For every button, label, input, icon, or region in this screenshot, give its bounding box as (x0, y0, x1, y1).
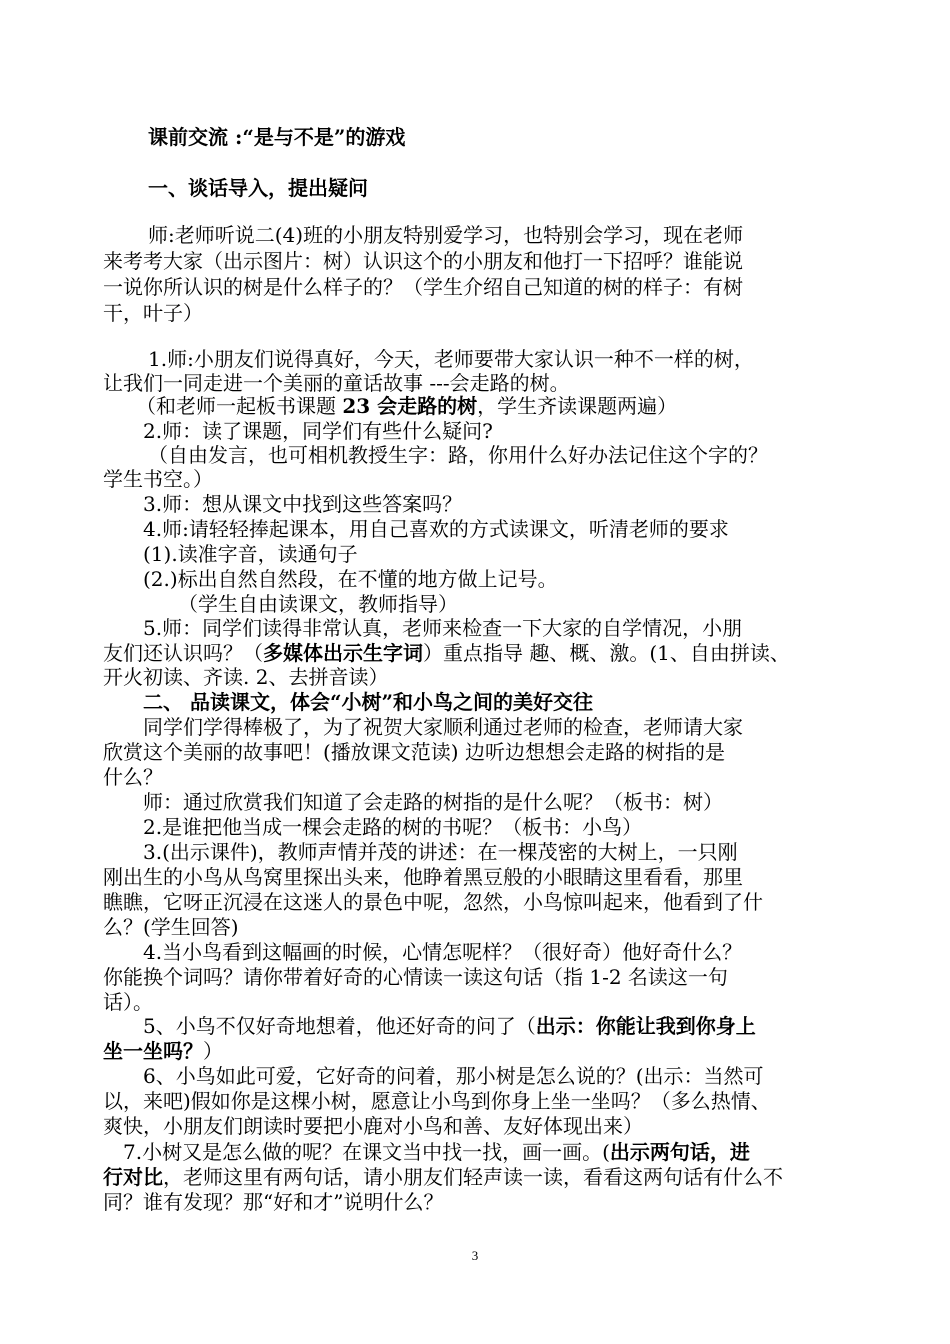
paragraph-line: 师：通过欣赏我们知道了会走路的树指的是什么呢？（板书：树） (143, 790, 723, 814)
paragraph-line: 以，来吧)假如你是这棵小树，愿意让小鸟到你身上坐一坐吗？（多么热情、 (103, 1089, 771, 1113)
paragraph-line: 坐一坐吗？） (103, 1039, 223, 1063)
paragraph-line: 7.小树又是怎么做的呢？在课文当中找一找，画一画。(出示两句话，进 (123, 1140, 750, 1164)
paragraph-line: 你能换个词吗？请你带着好奇的心情读一读这句话（指 1-2 名读这一句 (103, 965, 728, 989)
paragraph-line: 5.师：同学们读得非常认真，老师来检查一下大家的自学情况，小朋 (143, 616, 743, 640)
paragraph-line: 1.师:小朋友们说得真好，今天，老师要带大家认识一种不一样的树， (148, 347, 754, 371)
paragraph-line: （学生自由读课文，教师指导） (178, 592, 458, 616)
paragraph-line: 5、小鸟不仅好奇地想着，他还好奇的问了（出示：你能让我到你身上 (143, 1014, 756, 1038)
paragraph-line: 么？(学生回答) (103, 915, 239, 939)
paragraph-line: （自由发言，也可相机教授生字：路，你用什么好办法记住这个字的？ (148, 443, 768, 467)
paragraph-line: 瞧瞧，它呀正沉浸在这迷人的景色中呢，忽然，小鸟惊叫起来，他看到了什 (103, 890, 763, 914)
paragraph-line: 6、小鸟如此可爱，它好奇的问着，那小树是怎么说的？(出示：当然可 (143, 1064, 764, 1088)
paragraph-line: （和老师一起板书课题 23 会走路的树，学生齐读课题两遍） (136, 394, 678, 418)
question-bold-continued: 坐一坐吗？ (103, 1039, 203, 1063)
paragraph-line: 干，叶子） (103, 301, 203, 325)
comparison-bold-continued: 行对比 (103, 1165, 163, 1189)
pre-class-heading: 课前交流 :“是与不是”的游戏 (148, 125, 406, 149)
paragraph-line: 4.当小鸟看到这幅画的时候，心情怎呢样？（很好奇）他好奇什么？ (143, 940, 743, 964)
paragraph-line: 让我们一同走进一个美丽的童话故事 ---会走路的树。 (103, 371, 570, 395)
paragraph-line: 师:老师听说二(4)班的小朋友特别爱学习，也特别会学习，现在老师 (148, 223, 744, 247)
paragraph-line: 4.师:请轻轻捧起课本，用自己喜欢的方式读课文，听清老师的要求 (143, 517, 729, 541)
paragraph-line: 行对比，老师这里有两句话，请小朋友们轻声读一读，看看这两句话有什么不 (103, 1165, 783, 1189)
question-bold: 出示：你能让我到你身上 (535, 1014, 756, 1038)
page-number: 3 (471, 1248, 479, 1263)
paragraph-line: 3.(出示课件)，教师声情并茂的讲述：在一棵茂密的大树上，一只刚 (143, 840, 738, 864)
paragraph-line: 3.师：想从课文中找到这些答案吗？ (143, 492, 463, 516)
paragraph-line: (1).读准字音，读通句子 (143, 542, 358, 566)
paragraph-line: 刚出生的小鸟从鸟窝里探出头来，他睁着黑豆般的小眼睛这里看看，那里 (103, 865, 743, 889)
lesson-title-bold: 23 会走路的树 (342, 394, 478, 418)
paragraph-line: 同学们学得棒极了，为了祝贺大家顺利通过老师的检查，老师请大家 (143, 715, 743, 739)
paragraph-line: 什么？ (103, 765, 163, 789)
paragraph-line: 来考考大家（出示图片：树）认识这个的小朋友和他打一下招呼？谁能说 (103, 249, 743, 273)
paragraph-line: 一说你所认识的树是什么样子的？（学生介绍自己知道的树的样子：有树 (103, 275, 743, 299)
paragraph-line: 话）。 (103, 990, 153, 1014)
paragraph-line: 开火初读、齐读. 2、去拼音读） (103, 665, 389, 689)
comparison-bold: 出示两句话，进 (609, 1140, 750, 1164)
section-two-heading: 二、 品读课文，体会“小树”和小鸟之间的美好交往 (143, 690, 593, 714)
paragraph-line: (2.)标出自然自然段，在不懂的地方做上记号。 (143, 567, 558, 591)
paragraph-line: 2.师：读了课题，同学们有些什么疑问? (143, 419, 493, 443)
paragraph-line: 友们还认识吗？（多媒体出示生字词）重点指导 趣、概、激。(1、自由拼读、 (103, 641, 790, 665)
paragraph-line: 欣赏这个美丽的故事吧！(播放课文范读) 边听边想想会走路的树指的是 (103, 740, 725, 764)
paragraph-line: 同？谁有发现？那“好和才”说明什么？ (103, 1190, 444, 1214)
paragraph-line: 学生书空。） (103, 467, 213, 491)
multimedia-bold: 多媒体出示生字词 (263, 641, 423, 665)
paragraph-line: 2.是谁把他当成一棵会走路的树的书呢？（板书：小鸟） (143, 815, 643, 839)
paragraph-line: 爽快，小朋友们朗读时要把小鹿对小鸟和善、友好体现出来） (103, 1114, 643, 1138)
section-one-heading: 一、谈话导入，提出疑问 (148, 176, 368, 200)
